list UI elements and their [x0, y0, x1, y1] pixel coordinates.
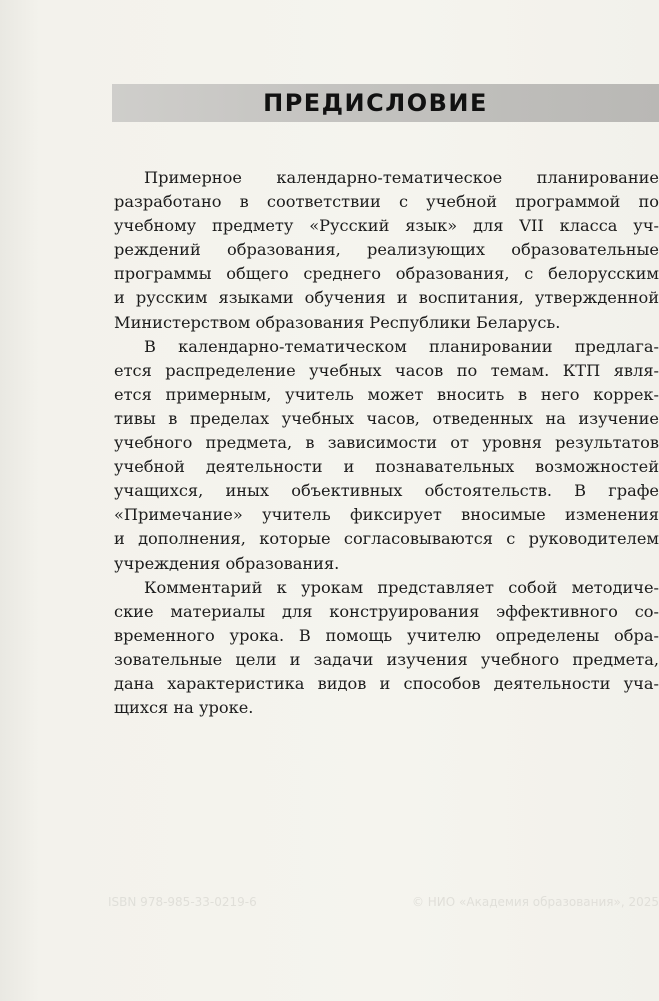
paragraph-1 [114, 166, 659, 335]
text-line: учебной деятельности и познавательных возможностей [114, 457, 659, 477]
text-line: Министерством образования Республики Беларусь. [114, 312, 561, 332]
text-line: зовательные цели и задачи изучения учебного предмета, [114, 649, 659, 669]
text-line: ется примерным, учитель может вносить в него коррек- [114, 384, 659, 404]
text-line: и русским языками обучения и воспитания, утвержденной [114, 288, 659, 308]
text-line: Комментарий к урокам представляет собой методиче- [144, 577, 659, 597]
text-line: и дополнения, которые согласовываются с руководителем [114, 529, 659, 549]
text-line: Примерное календарно-тематическое планирование [144, 168, 659, 187]
section-title: ПРЕДИСЛОВИЕ [263, 89, 488, 117]
page-footer [108, 895, 659, 909]
text-line: дана характеристика видов и способов деятельности уча- [114, 673, 659, 693]
isbn-text: ISBN 978-985-33-0219-6 [108, 895, 257, 909]
body-text [114, 166, 659, 720]
text-line: ется распределение учебных часов по темам. КТП явля- [114, 360, 659, 380]
section-header-band [112, 84, 659, 122]
text-line: временного урока. В помощь учителю определены обра- [114, 625, 659, 645]
paragraph-3 [114, 576, 659, 721]
paragraph-2 [114, 335, 659, 576]
text-line: щихся на уроке. [114, 698, 254, 718]
text-line: разработано в соответствии с учебной программой по [114, 192, 659, 212]
text-line: учебного предмета, в зависимости от уровня результатов [114, 433, 659, 453]
text-line: программы общего среднего образования, с белорусским [114, 264, 659, 284]
text-line: учебному предмету «Русский язык» для VII класса уч- [114, 216, 659, 236]
text-line: учреждения образования. [114, 553, 340, 573]
publisher-text: © НИО «Академия образования», 2025 [411, 895, 659, 909]
text-line: учащихся, иных объективных обстоятельств. В графе [114, 481, 659, 501]
text-line: В календарно-тематическом планировании предлага- [144, 336, 659, 356]
text-line: тивы в пределах учебных часов, отведенных на изучение [114, 408, 659, 428]
text-line: «Примечание» учитель фиксирует вносимые изменения [114, 505, 659, 525]
text-line: реждений образования, реализующих образовательные [114, 240, 659, 260]
text-line: ские материалы для конструирования эффективного со- [114, 601, 659, 621]
